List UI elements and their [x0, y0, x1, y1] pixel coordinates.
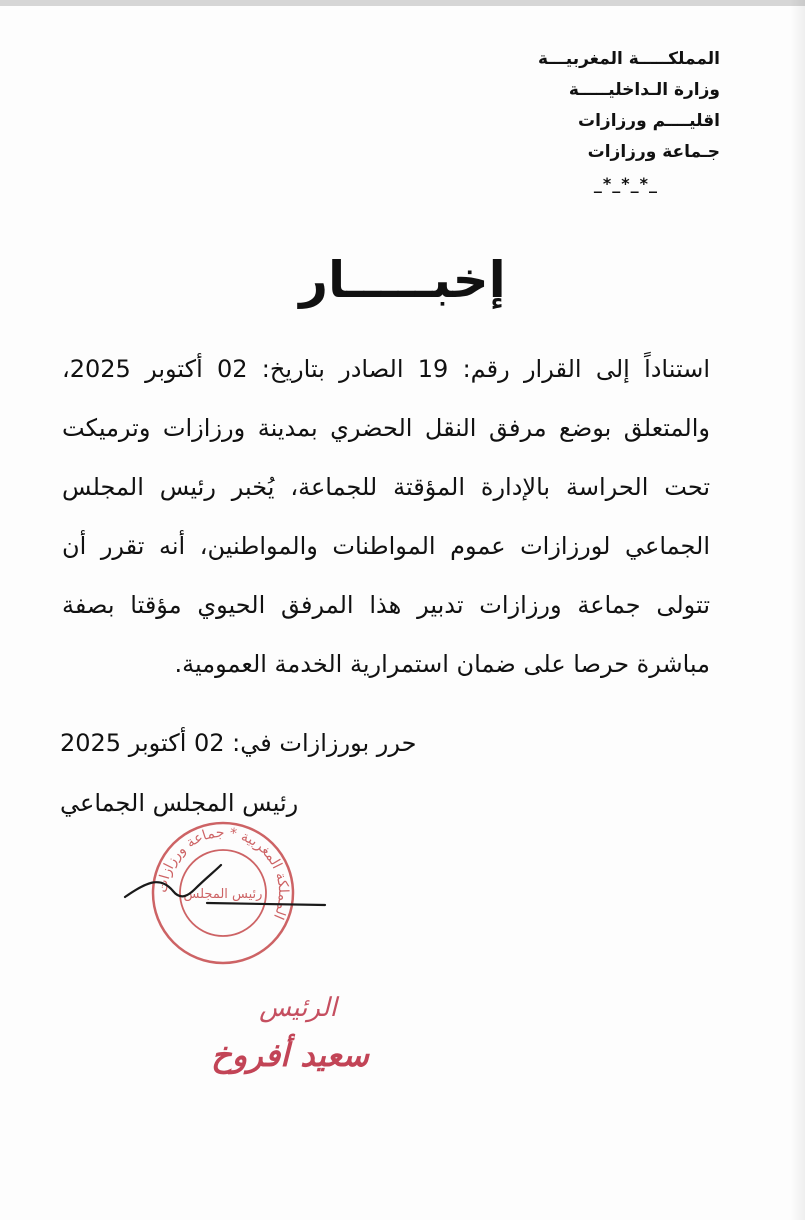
- letterhead: [538, 44, 720, 199]
- handwritten-name: سعيد أفروخ: [211, 1036, 369, 1074]
- letterhead-commune: جـماعة ورزازات: [587, 142, 720, 162]
- letterhead-kingdom: المملكـــــة المغربيـــة: [538, 49, 720, 69]
- made-at-date: حرر بورزازات في: 02 أكتوبر 2025: [60, 729, 417, 757]
- letterhead-separator: _*_*_*_: [593, 174, 658, 193]
- document-title: إخبـــــار: [299, 251, 506, 309]
- handwritten-signatory: [180, 980, 400, 1090]
- stamp-outer-textpath: المملكة المغربية * جماعة ورزازات: [154, 824, 292, 922]
- signature-stroke: [115, 845, 330, 915]
- paper-top-edge: [0, 0, 805, 6]
- letterhead-ministry: وزارة الـداخليـــــة: [568, 80, 720, 100]
- handwritten-title: الرئيس: [259, 993, 337, 1023]
- signatory-role: رئيس المجلس الجماعي: [60, 789, 299, 817]
- paper-right-shadow: [790, 0, 805, 1220]
- letterhead-province: اقليــــم ورزازات: [578, 111, 720, 131]
- stamp-inner-text: رئيس المجلس: [183, 887, 263, 902]
- announcement-body: استناداً إلى القرار رقم: 19 الصادر بتاريخ: 02 أكتوبر 2025، والمتعلق بوضع مرفق النقل الحضري بمدينة ورزازات وترميكت تحت الحراسة بالإدارة المؤقتة للجماعة، يُخبر رئيس المجلس الجماعي لورزازات عموم المواطنات والمواطنين، أنه تقرر أن تتولى جماعة ورزازات تدبير هذا المرفق الحيوي مؤقتا بصفة مباشرة حرصا على ضمان استمرارية الخدمة العمومية.: [62, 355, 710, 678]
